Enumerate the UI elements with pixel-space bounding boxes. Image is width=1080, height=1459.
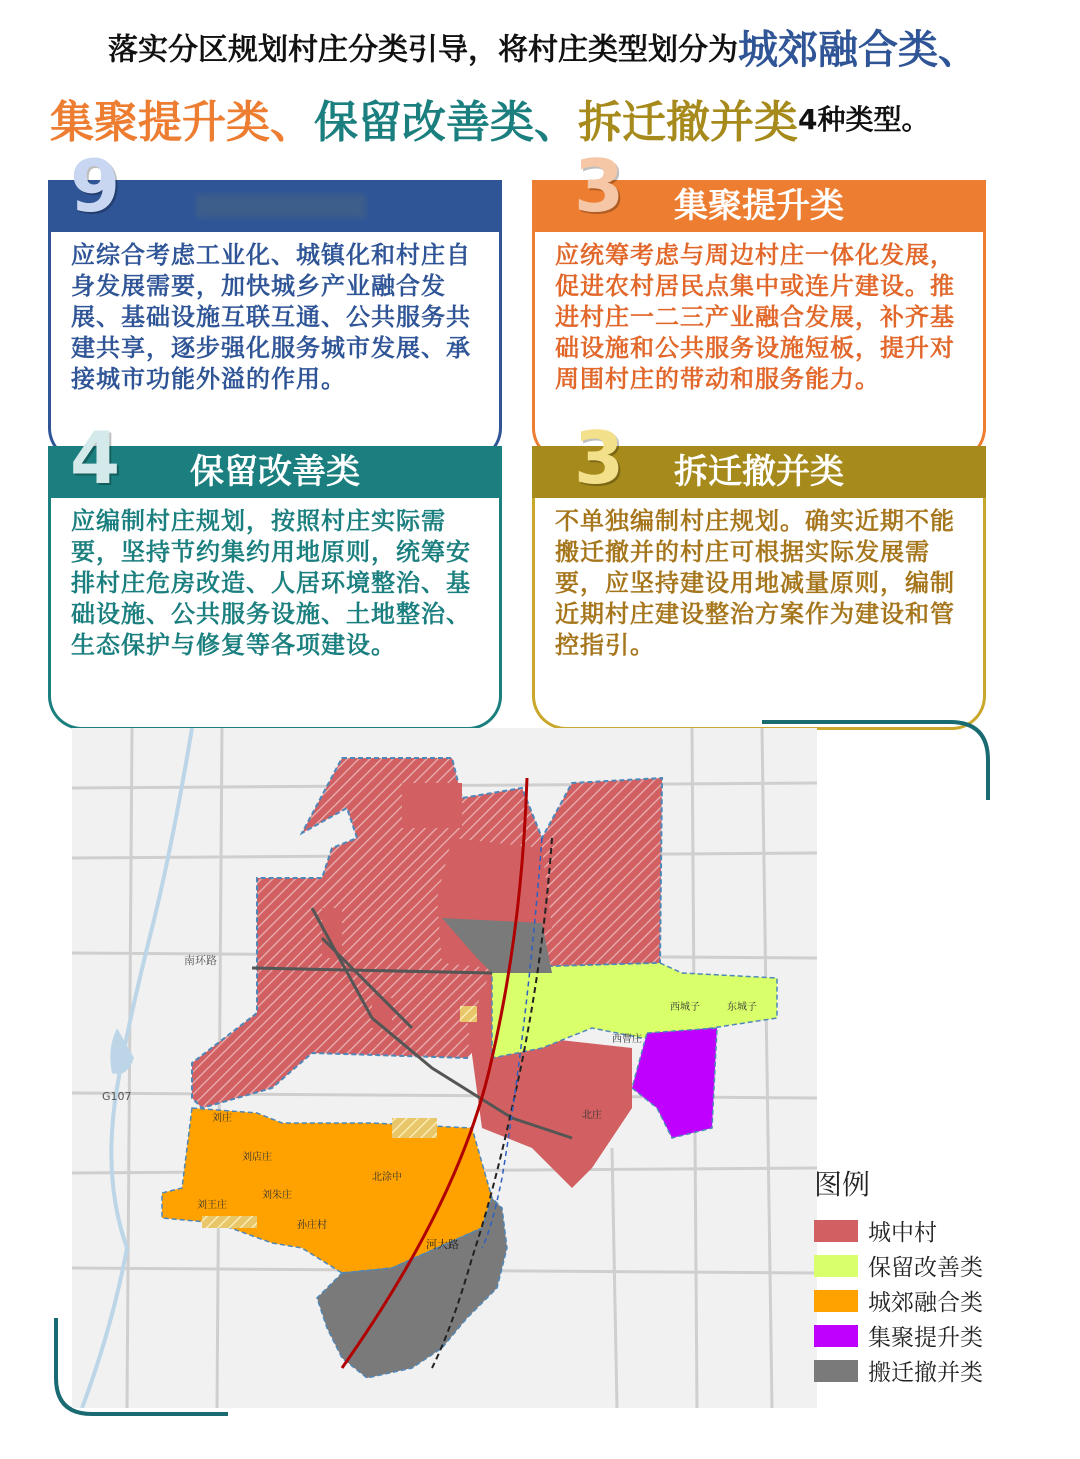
legend-item-urban-village xyxy=(814,1213,994,1248)
legend-swatch xyxy=(814,1220,858,1242)
card-suburban-count: 9 xyxy=(70,144,121,228)
card-cluster-count: 3 xyxy=(574,144,625,228)
card-retain-body: 应编制村庄规划，按照村庄实际需要，坚持节约集约用地原则，统筹安排村庄危房改造、人居环境整治、基础设施、公共服务设施、土地整治、生态保护与修复等各项建设。 xyxy=(48,498,502,730)
legend-item-retain xyxy=(814,1248,994,1283)
village-label: 刘王庄 xyxy=(197,1200,227,1211)
village-classification-map xyxy=(72,728,817,1408)
legend-label: 城中村 xyxy=(868,1220,937,1246)
card-retain-count: 4 xyxy=(70,416,121,500)
zone-suburban-hatched-patch xyxy=(460,1006,477,1022)
legend-label: 保留改善类 xyxy=(868,1255,983,1281)
village-label: 东城子 xyxy=(727,1002,757,1013)
legend-swatch xyxy=(814,1290,858,1312)
village-label: 西曹庄 xyxy=(612,1034,642,1045)
legend-label: 搬迁撤并类 xyxy=(868,1360,983,1386)
header-highlight-cluster: 集聚提升类、 xyxy=(50,97,314,148)
legend-list xyxy=(814,1213,994,1388)
header-tail-text: 4种类型。 xyxy=(798,103,930,136)
village-label: 刘庄 xyxy=(212,1113,232,1124)
header-highlight-suburban: 城郊融合类、 xyxy=(738,27,978,73)
legend-item-relocate xyxy=(814,1353,994,1388)
zone-suburban-hatched-patch xyxy=(202,1216,257,1228)
village-label: 刘朱庄 xyxy=(262,1190,292,1201)
card-cluster-body: 应统筹考虑与周边村庄一体化发展，促进农村居民点集中或连片建设。推进村庄一二三产业融合发展，补齐基础设施和公共服务设施短板，提升对周围村庄的带动和服务能力。 xyxy=(532,232,986,462)
header-highlight-retain: 保留改善类、 xyxy=(314,97,578,148)
zone-urban-village-patch xyxy=(372,998,392,1028)
village-label: 北涂中 xyxy=(372,1172,402,1183)
legend-label: 城郊融合类 xyxy=(868,1290,983,1316)
card-cluster-title: 集聚提升类 xyxy=(674,186,844,226)
zone-suburban-hatched-patch xyxy=(392,1118,437,1138)
map-legend xyxy=(814,1163,994,1388)
village-label: 北庄 xyxy=(582,1110,602,1121)
road-label-south-ring: 南环路 xyxy=(184,954,217,967)
village-label: 刘店庄 xyxy=(242,1152,272,1163)
card-relocate-title: 拆迁撤并类 xyxy=(674,452,844,492)
road-label-g107: G107 xyxy=(102,1090,132,1103)
header-highlight-relocate: 拆迁撤并类 xyxy=(578,97,798,148)
card-retain-title: 保留改善类 xyxy=(190,452,360,492)
road-label-heda: 河大路 xyxy=(426,1238,459,1251)
legend-swatch xyxy=(814,1325,858,1347)
legend-swatch xyxy=(814,1255,858,1277)
card-relocate-count: 3 xyxy=(574,416,625,500)
legend-item-cluster xyxy=(814,1318,994,1353)
legend-label: 集聚提升类 xyxy=(868,1325,983,1351)
legend-swatch xyxy=(814,1360,858,1382)
village-label: 西城子 xyxy=(670,1002,700,1013)
legend-item-suburban xyxy=(814,1283,994,1318)
header-intro-text: 落实分区规划村庄分类引导，将村庄类型划分为 xyxy=(108,32,738,68)
card-suburban-body: 应综合考虑工业化、城镇化和村庄自身发展需要，加快城乡产业融合发展、基础设施互联互通、公共服务共建共享，逐步强化服务城市发展、承接城市功能外溢的作用。 xyxy=(48,232,502,462)
village-label: 孙庄村 xyxy=(297,1220,327,1231)
zone-urban-village-patch xyxy=(402,783,462,828)
legend-title: 图例 xyxy=(814,1168,871,1201)
card-relocate-body: 不单独编制村庄规划。确实近期不能搬迁撤并的村庄可根据实际发展需要，应坚持建设用地减量原则，编制近期村庄建设整治方案作为建设和管控指引。 xyxy=(532,498,986,730)
